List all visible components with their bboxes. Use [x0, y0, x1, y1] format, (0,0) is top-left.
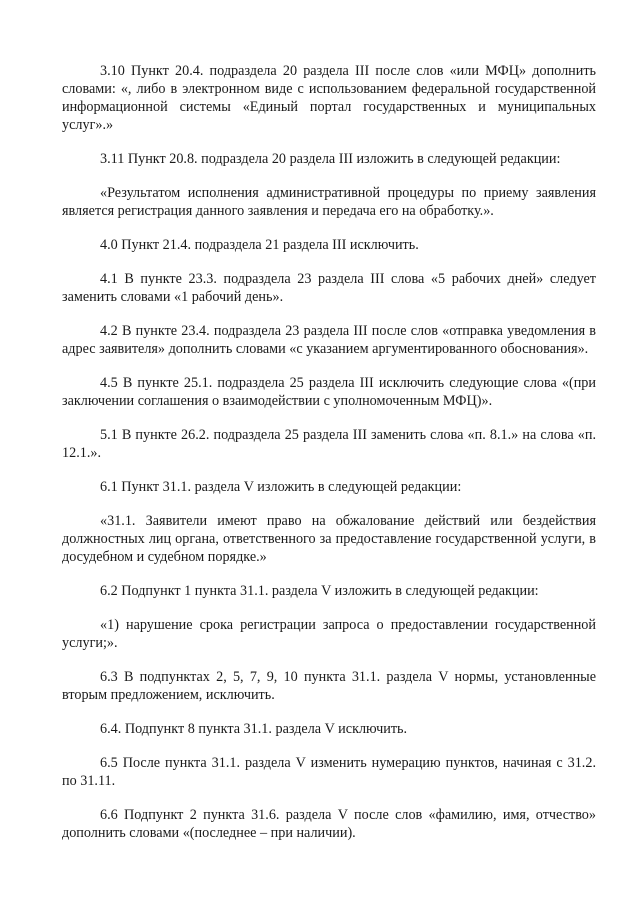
paragraph-6-3: 6.3 В подпунктах 2, 5, 7, 9, 10 пункта 31.1. раздела V нормы, установленные вторым предложением, исключить.: [62, 669, 596, 703]
paragraph-5-1: 5.1 В пункте 26.2. подраздела 25 раздела III заменить слова «п. 8.1.» на слова «п. 12.1.».: [62, 427, 596, 461]
paragraph-3-10: 3.10 Пункт 20.4. подраздела 20 раздела III после слов «или МФЦ» дополнить словами: «, либо в электронном виде с использованием федеральной государственной информационной системы «Единый портал государственных и муниципальных услуг».»: [62, 63, 596, 133]
paragraph-4-5: 4.5 В пункте 25.1. подраздела 25 раздела III исключить следующие слова «(при заключении соглашения о взаимодействии с уполномоченным МФЦ)».: [62, 375, 596, 409]
paragraph-quote-31-1: «31.1. Заявители имеют право на обжалование действий или бездействия должностных лиц органа, ответственного за предоставление государственной услуги, в досудебном и судебном порядке.»: [62, 513, 596, 565]
paragraph-quote-result: «Результатом исполнения административной процедуры по приему заявления является регистрация данного заявления и передача его на обработку.».: [62, 185, 596, 219]
document-body: [62, 62, 596, 858]
paragraph-3-11: 3.11 Пункт 20.8. подраздела 20 раздела III изложить в следующей редакции:: [100, 151, 561, 167]
paragraph-6-6: 6.6 Подпункт 2 пункта 31.6. раздела V после слов «фамилию, имя, отчество» дополнить словами «(последнее – при наличии).: [62, 807, 596, 841]
paragraph-quote-subitem-1: «1) нарушение срока регистрации запроса о предоставлении государственной услуги;».: [62, 617, 596, 651]
paragraph-4-0: 4.0 Пункт 21.4. подраздела 21 раздела III исключить.: [100, 237, 419, 253]
paragraph-6-5: 6.5 После пункта 31.1. раздела V изменить нумерацию пунктов, начиная с 31.2. по 31.11.: [62, 755, 596, 789]
paragraph-4-1: 4.1 В пункте 23.3. подраздела 23 раздела III слова «5 рабочих дней» следует заменить словами «1 рабочий день».: [62, 271, 596, 305]
paragraph-6-4: 6.4. Подпункт 8 пункта 31.1. раздела V исключить.: [100, 721, 408, 737]
paragraph-6-1: 6.1 Пункт 31.1. раздела V изложить в следующей редакции:: [100, 479, 462, 495]
paragraph-6-2: 6.2 Подпункт 1 пункта 31.1. раздела V изложить в следующей редакции:: [100, 583, 539, 599]
paragraph-4-2: 4.2 В пункте 23.4. подраздела 23 раздела III после слов «отправка уведомления в адрес заявителя» дополнить словами «с указанием аргументированного обоснования».: [62, 323, 596, 357]
